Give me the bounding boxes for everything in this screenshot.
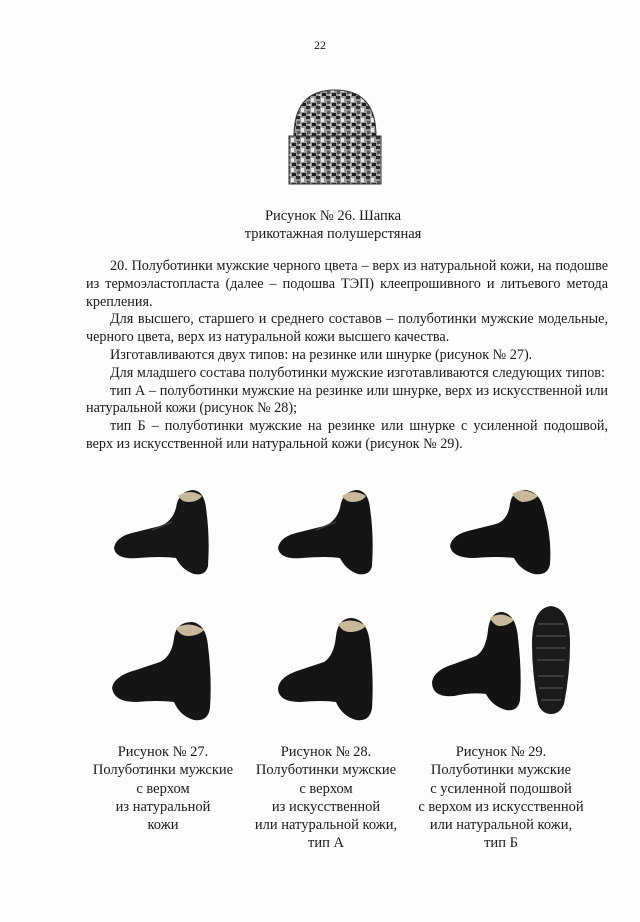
body-text xyxy=(86,258,608,454)
figure-26-subtitle: трикотажная полушерстяная xyxy=(244,226,422,242)
caption-line: с усиленной подошвой xyxy=(430,780,572,797)
figure-27-caption xyxy=(86,743,240,834)
caption-line: кожи xyxy=(147,817,179,834)
figure-27-title: Рисунок № 27. xyxy=(117,744,209,760)
page-number: 22 xyxy=(314,38,326,52)
shoe-27-front-image xyxy=(110,618,214,724)
caption-line: тип Б xyxy=(484,835,518,852)
shoe-27-side-image xyxy=(112,486,212,578)
caption-line: тип А xyxy=(308,835,344,852)
caption-line: или натуральной кожи, xyxy=(254,817,398,834)
shoe-29-sole-image xyxy=(530,604,572,716)
paragraph: Для высшего, старшего и среднего составов – полуботинки мужские модельные, черного цвета, верх из натуральной кожи высшего качества. xyxy=(86,311,608,346)
paragraph: тип А – полуботинки мужские на резинке или шнурке, верх из искусственной или натуральной кожи (рисунок № 28); xyxy=(86,382,608,417)
caption-line: Полуботинки мужские xyxy=(255,762,397,779)
caption-line: с верхом из искусственной xyxy=(418,798,584,815)
figure-29-title: Рисунок № 29. xyxy=(455,744,547,760)
shoe-29-front-image xyxy=(430,606,522,714)
paragraph: Для младшего состава полуботинки мужские изготавливаются следующих типов: xyxy=(110,364,605,381)
caption-line: Полуботинки мужские xyxy=(92,762,234,779)
caption-line: с верхом xyxy=(136,780,190,797)
caption-line: или натуральной кожи, xyxy=(429,817,573,834)
paragraph: тип Б – полуботинки мужские на резинке или шнурке с усиленной подошвой, верх из искусственной или натуральной кожи (рисунок № 29). xyxy=(86,418,608,452)
knitted-hat-image xyxy=(286,86,384,190)
caption-line: Полуботинки мужские xyxy=(430,762,572,779)
paragraph: 20. Полуботинки мужские черного цвета – верх из натуральной кожи, на подошве из термоэластопласта (далее – подошва ТЭП) клеепрошивного и литьевого метода крепления. xyxy=(86,258,608,310)
caption-line: из искусственной xyxy=(271,798,381,815)
figure-28-title: Рисунок № 28. xyxy=(280,744,372,760)
figure-26-title: Рисунок № 26. Шапка xyxy=(264,208,402,224)
shoe-28-side-image xyxy=(276,486,376,578)
shoe-28-front-image xyxy=(276,614,376,724)
figure-28-caption xyxy=(246,743,406,853)
paragraph: Изготавливаются двух типов: на резинке или шнурке (рисунок № 27). xyxy=(110,346,533,363)
shoe-29-side-image xyxy=(448,486,554,578)
caption-line: из натуральной xyxy=(115,798,211,815)
caption-line: с верхом xyxy=(299,780,353,797)
figure-26-caption xyxy=(0,207,640,243)
figure-29-caption xyxy=(406,743,596,853)
